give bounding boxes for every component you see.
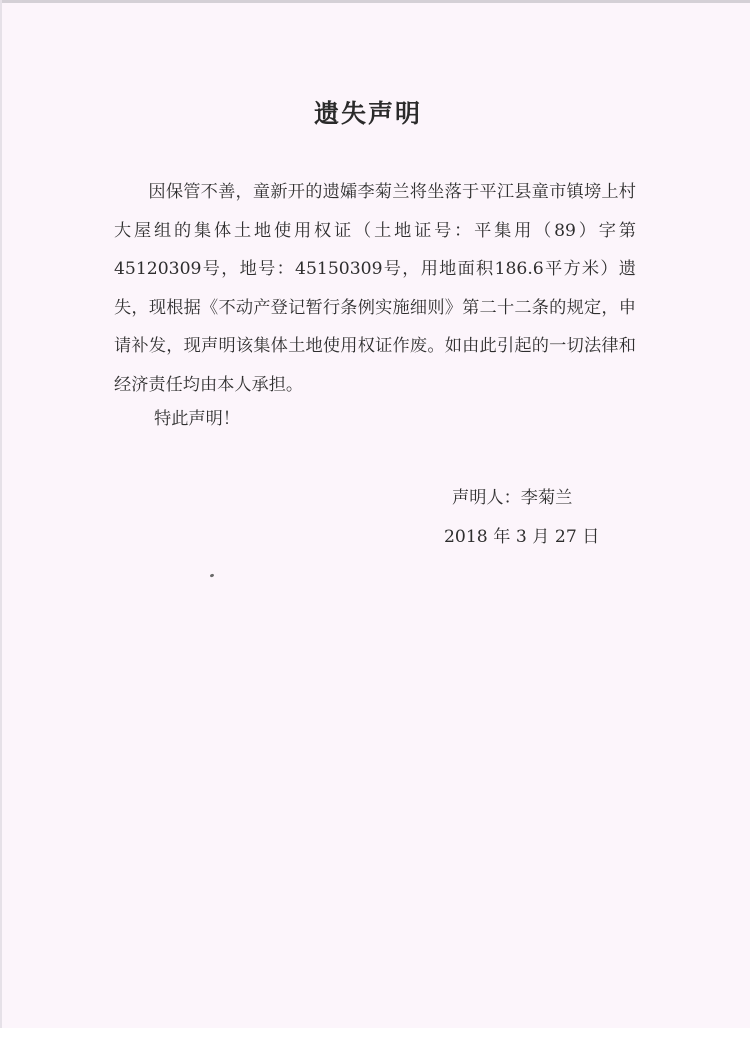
scan-speck (210, 573, 215, 577)
declarant-signature: 声明人：李菊兰 (452, 488, 573, 508)
scan-bottom-margin (0, 1028, 750, 1040)
document-title: 遗失声明 (313, 99, 422, 128)
declaration-date: 2018 年 3 月 27 日 (444, 527, 600, 547)
scan-left-edge (0, 0, 2, 1040)
declaration-body: 因保管不善，童新开的遗孀李菊兰将坐落于平江县童市镇塝上村大屋组的集体土地使用权证（土地证号：平集用（89）字第45120309号，地号：45150309号，用地面积186.6平方米）遗失，现根据《不动产登记暂行条例实施细则》第二十二条的规定，申请补发，现声明该集体土地使用权证作废。如由此引起的一切法律和经济责任均由本人承担。 (114, 182, 636, 395)
scan-top-edge (0, 0, 750, 3)
closing-statement: 特此声明！ (154, 409, 240, 429)
